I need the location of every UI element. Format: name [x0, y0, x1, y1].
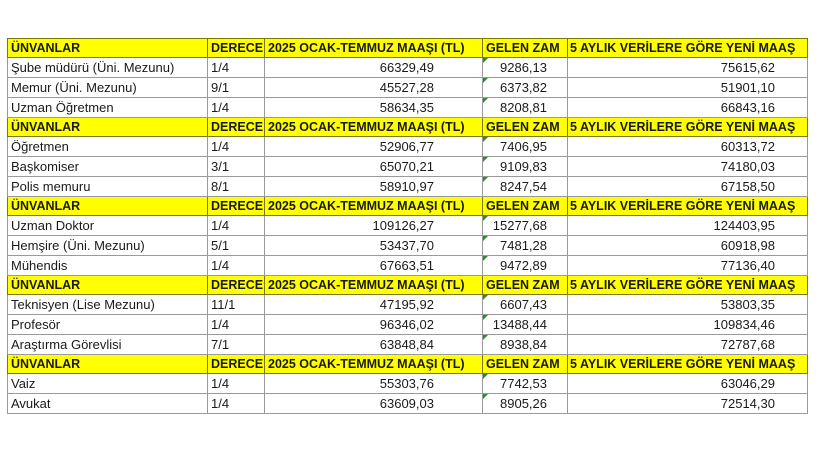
- cell-unvan: Öğretmen: [8, 137, 208, 157]
- header-row: [8, 118, 808, 137]
- table-row: [8, 216, 808, 236]
- cell-unvan: Mühendis: [8, 256, 208, 276]
- table-row: [8, 236, 808, 256]
- cell-yeni-maas: 124403,95: [568, 216, 808, 236]
- cell-yeni-maas: 60313,72: [568, 137, 808, 157]
- header-maas: 2025 OCAK-TEMMUZ MAAŞI (TL): [265, 276, 483, 295]
- header-row: [8, 39, 808, 58]
- cell-marker-icon: [483, 335, 488, 340]
- header-unvan: ÜNVANLAR: [8, 355, 208, 374]
- table-row: [8, 374, 808, 394]
- table-row: [8, 256, 808, 276]
- cell-marker-icon: [483, 295, 488, 300]
- cell-derece: 1/4: [208, 256, 265, 276]
- cell-yeni-maas: 74180,03: [568, 157, 808, 177]
- header-row: [8, 197, 808, 216]
- cell-zam: 8938,84: [483, 335, 568, 355]
- cell-zam: 8905,26: [483, 394, 568, 414]
- cell-maas: 55303,76: [265, 374, 483, 394]
- cell-maas: 52906,77: [265, 137, 483, 157]
- header-maas: 2025 OCAK-TEMMUZ MAAŞI (TL): [265, 39, 483, 58]
- cell-zam: 8247,54: [483, 177, 568, 197]
- table-row: [8, 315, 808, 335]
- cell-unvan: Başkomiser: [8, 157, 208, 177]
- header-unvan: ÜNVANLAR: [8, 118, 208, 137]
- cell-derece: 11/1: [208, 295, 265, 315]
- cell-yeni-maas: 75615,62: [568, 58, 808, 78]
- cell-yeni-maas: 63046,29: [568, 374, 808, 394]
- cell-marker-icon: [483, 58, 488, 63]
- cell-maas: 63609,03: [265, 394, 483, 414]
- header-yeni-maas: 5 AYLIK VERİLERE GÖRE YENİ MAAŞ: [568, 39, 808, 58]
- header-zam: GELEN ZAM: [483, 118, 568, 137]
- cell-marker-icon: [483, 177, 488, 182]
- cell-unvan: Şube müdürü (Üni. Mezunu): [8, 58, 208, 78]
- header-derece: DERECE: [208, 39, 265, 58]
- cell-derece: 9/1: [208, 78, 265, 98]
- cell-derece: 1/4: [208, 137, 265, 157]
- cell-zam: 13488,44: [483, 315, 568, 335]
- cell-derece: 1/4: [208, 98, 265, 118]
- cell-unvan: Araştırma Görevlisi: [8, 335, 208, 355]
- header-yeni-maas: 5 AYLIK VERİLERE GÖRE YENİ MAAŞ: [568, 276, 808, 295]
- cell-unvan: Uzman Doktor: [8, 216, 208, 236]
- cell-zam: 9109,83: [483, 157, 568, 177]
- cell-derece: 1/4: [208, 315, 265, 335]
- table-row: [8, 295, 808, 315]
- cell-derece: 3/1: [208, 157, 265, 177]
- cell-zam: 7742,53: [483, 374, 568, 394]
- cell-marker-icon: [483, 236, 488, 241]
- cell-derece: 8/1: [208, 177, 265, 197]
- cell-unvan: Avukat: [8, 394, 208, 414]
- header-zam: GELEN ZAM: [483, 355, 568, 374]
- header-maas: 2025 OCAK-TEMMUZ MAAŞI (TL): [265, 118, 483, 137]
- cell-yeni-maas: 67158,50: [568, 177, 808, 197]
- cell-unvan: Hemşire (Üni. Mezunu): [8, 236, 208, 256]
- cell-zam: 7481,28: [483, 236, 568, 256]
- table-row: [8, 394, 808, 414]
- header-yeni-maas: 5 AYLIK VERİLERE GÖRE YENİ MAAŞ: [568, 355, 808, 374]
- table-row: [8, 177, 808, 197]
- table-row: [8, 335, 808, 355]
- header-zam: GELEN ZAM: [483, 39, 568, 58]
- cell-unvan: Memur (Üni. Mezunu): [8, 78, 208, 98]
- cell-marker-icon: [483, 78, 488, 83]
- cell-zam: 9472,89: [483, 256, 568, 276]
- cell-maas: 58634,35: [265, 98, 483, 118]
- cell-derece: 5/1: [208, 236, 265, 256]
- header-maas: 2025 OCAK-TEMMUZ MAAŞI (TL): [265, 355, 483, 374]
- cell-maas: 47195,92: [265, 295, 483, 315]
- cell-maas: 67663,51: [265, 256, 483, 276]
- cell-maas: 66329,49: [265, 58, 483, 78]
- header-zam: GELEN ZAM: [483, 197, 568, 216]
- table-row: [8, 98, 808, 118]
- cell-maas: 58910,97: [265, 177, 483, 197]
- header-derece: DERECE: [208, 197, 265, 216]
- cell-marker-icon: [483, 315, 488, 320]
- cell-derece: 1/4: [208, 216, 265, 236]
- cell-derece: 1/4: [208, 58, 265, 78]
- header-row: [8, 276, 808, 295]
- header-unvan: ÜNVANLAR: [8, 276, 208, 295]
- cell-marker-icon: [483, 137, 488, 142]
- header-zam: GELEN ZAM: [483, 276, 568, 295]
- header-unvan: ÜNVANLAR: [8, 39, 208, 58]
- cell-marker-icon: [483, 98, 488, 103]
- salary-table: [7, 38, 807, 414]
- cell-yeni-maas: 77136,40: [568, 256, 808, 276]
- cell-derece: 1/4: [208, 374, 265, 394]
- cell-zam: 9286,13: [483, 58, 568, 78]
- cell-yeni-maas: 60918,98: [568, 236, 808, 256]
- table-row: [8, 78, 808, 98]
- cell-marker-icon: [483, 256, 488, 261]
- table-row: [8, 58, 808, 78]
- table-row: [8, 157, 808, 177]
- cell-maas: 96346,02: [265, 315, 483, 335]
- header-row: [8, 355, 808, 374]
- cell-zam: 15277,68: [483, 216, 568, 236]
- cell-maas: 65070,21: [265, 157, 483, 177]
- cell-marker-icon: [483, 216, 488, 221]
- cell-maas: 53437,70: [265, 236, 483, 256]
- header-derece: DERECE: [208, 118, 265, 137]
- cell-yeni-maas: 51901,10: [568, 78, 808, 98]
- cell-maas: 45527,28: [265, 78, 483, 98]
- cell-maas: 63848,84: [265, 335, 483, 355]
- cell-zam: 7406,95: [483, 137, 568, 157]
- header-maas: 2025 OCAK-TEMMUZ MAAŞI (TL): [265, 197, 483, 216]
- cell-unvan: Uzman Öğretmen: [8, 98, 208, 118]
- cell-unvan: Vaiz: [8, 374, 208, 394]
- header-unvan: ÜNVANLAR: [8, 197, 208, 216]
- header-yeni-maas: 5 AYLIK VERİLERE GÖRE YENİ MAAŞ: [568, 197, 808, 216]
- cell-derece: 1/4: [208, 394, 265, 414]
- cell-unvan: Profesör: [8, 315, 208, 335]
- cell-zam: 8208,81: [483, 98, 568, 118]
- cell-zam: 6607,43: [483, 295, 568, 315]
- cell-maas: 109126,27: [265, 216, 483, 236]
- header-derece: DERECE: [208, 276, 265, 295]
- cell-yeni-maas: 72787,68: [568, 335, 808, 355]
- cell-marker-icon: [483, 157, 488, 162]
- cell-marker-icon: [483, 394, 488, 399]
- header-yeni-maas: 5 AYLIK VERİLERE GÖRE YENİ MAAŞ: [568, 118, 808, 137]
- cell-derece: 7/1: [208, 335, 265, 355]
- cell-yeni-maas: 109834,46: [568, 315, 808, 335]
- table-row: [8, 137, 808, 157]
- cell-zam: 6373,82: [483, 78, 568, 98]
- cell-unvan: Polis memuru: [8, 177, 208, 197]
- cell-yeni-maas: 66843,16: [568, 98, 808, 118]
- cell-unvan: Teknisyen (Lise Mezunu): [8, 295, 208, 315]
- cell-marker-icon: [483, 374, 488, 379]
- cell-yeni-maas: 53803,35: [568, 295, 808, 315]
- header-derece: DERECE: [208, 355, 265, 374]
- cell-yeni-maas: 72514,30: [568, 394, 808, 414]
